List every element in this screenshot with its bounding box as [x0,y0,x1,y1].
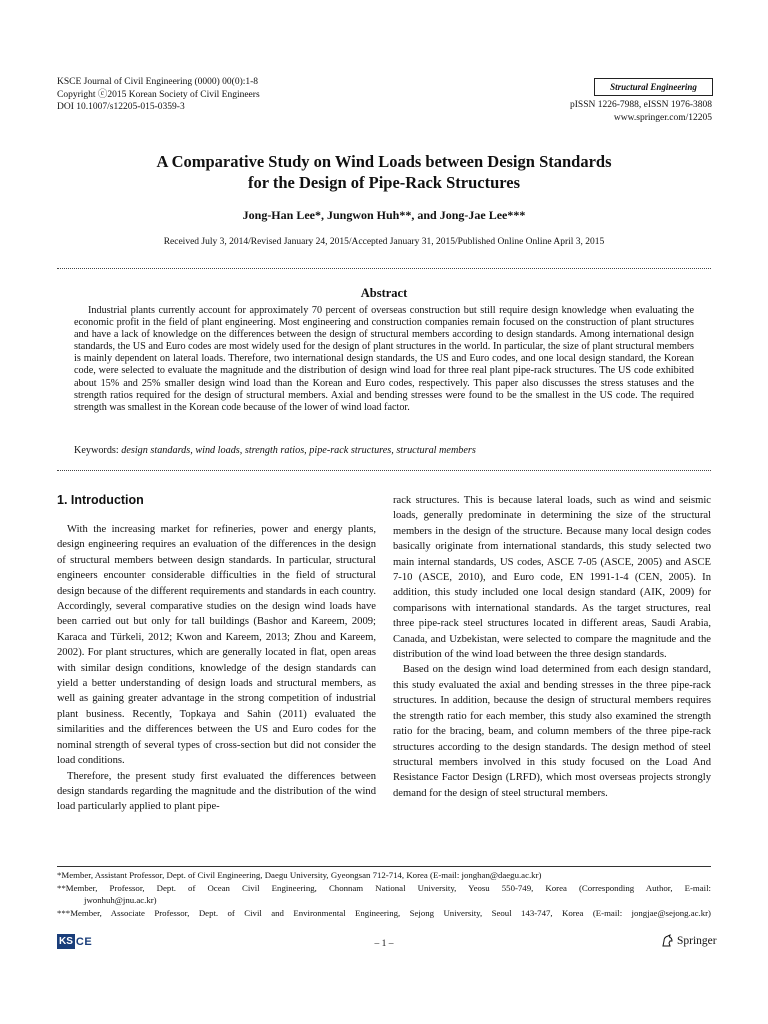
ksce-logo-k: KS [59,936,73,947]
issn-line: pISSN 1226-7988, eISSN 1976-3808 [570,100,712,110]
intro-paragraph-4: Based on the design wind load determined from each design standard, this study evaluated the axial and bending stresses in the three pipe-rack structures. In addition, because the design of structural members requires the strength ratio for each member, this study also examined the strength ratio for the bracing, beam, and column members of the three pipe-rack structures according to the design standards. The design method of steel structural members involved in this study focused on the Load And Resistance Factor Design (LRFD), which most overseas projects strongly demand for the design of steel structural members. [393,664,711,799]
divider-top [57,268,711,269]
left-column [57,522,376,815]
abstract-text: Industrial plants currently account for approximately 70 percent of overseas construction but still require design knowledge when evaluating the economic profit in the field of plant engineering. Most engineering and construction companies remain focused on the construction of plant structures and have a lack of knowledge on the differences between the design of structural members according to design standards. Among international design standards, the US and Euro codes are most widely used for the design of plant structures in the world. In particular, the size of plant structural members is mainly dependent on lateral loads. Therefore, two international design standards, the US and Euro codes, and one local design standard, the Korean code, were selected to evaluate the magnitude and the distribution of design wind load for three real plant pipe-rack structures. The US code exhibited about 15% and 25% smaller design wind load than the Korean and Euro codes, respectively. This paper also discusses the stress statuses and the strength ratios required for the design of structural members. Axial and bending stresses were found to be the smallest in the US code. The required strength was smallest in the Korean code because of the lower of wind load factor. [74,305,694,413]
ksce-logo-rest: CE [75,935,93,948]
issn-block [570,99,712,124]
abstract-heading: Abstract [360,286,408,300]
keywords-line [74,445,704,457]
springer-horse-icon [660,934,674,948]
springer-logo [660,934,717,948]
keywords-label: Keywords: [74,445,119,456]
section-label: Structural Engineering [594,78,713,96]
received-dates: Received July 3, 2014/Revised January 24, 2015/Accepted January 31, 2015/Published Online Online April 3, 2015 [163,237,605,247]
footnote-2-cont: jwonhuh@jnu.ac.kr) [84,895,157,905]
title-line-2: for the Design of Pipe-Rack Structures [247,173,521,192]
keywords-list: design standards, wind loads, strength ratios, pipe-rack structures, structural members [121,445,476,456]
section-heading-introduction: 1. Introduction [57,493,144,507]
journal-citation: KSCE Journal of Civil Engineering (0000) 00(0):1-8 [57,77,259,87]
doi-line[interactable]: DOI 10.1007/s12205-015-0359-3 [57,102,185,112]
journal-header [57,76,260,114]
springer-wordmark: Springer [677,935,717,947]
right-column [393,493,711,801]
intro-paragraph-1: With the increasing market for refineries, power and energy plants, design engineering requires an evaluation of the differences in the design of structural members between design standards. In particular, structural engineers encounter considerable difficulties in the field of structural design because of the different requirements and standards in each country. Accordingly, several comparative studies on the design wind loads have been carried out but only for tall buildings (Bashor and Kareem, 2009; Karaca and Türkeli, 2012; Kwon and Kareem, 2013; Zhou and Kareem, 2002). For plant structures, which are generally located in flat, open areas with similar design conditions, knowledge of the design standards can yield a better understanding of design loads and structural members, as well as gaining greater advantage in the strong competition of industrial plant business. Recently, Topkaya and Sahin (2011) evaluated the similarities and the differences between the US and Euro codes for the nominal strength of several types of cross-section but did not consider the load conditions. [57,524,376,767]
intro-paragraph-2: Therefore, the present study first evaluated the differences between design standards regarding the magnitude and the distribution of the wind load particularly applied to plant pipe- [57,770,376,813]
copyright-line: Copyright ⓒ2015 Korean Society of Civil Engineers [57,89,260,100]
divider-bottom [57,470,711,471]
footnote-rule [57,866,711,867]
paper-title [60,151,708,193]
journal-url[interactable]: www.springer.com/12205 [613,112,712,123]
title-line-1: A Comparative Study on Wind Loads between Design Standards [156,152,612,171]
footnote-1: *Member, Assistant Professor, Dept. of Civil Engineering, Daegu University, Gyeongsan 712-714, Korea (E-mail: jonghan@daegu.ac.kr) [57,870,542,880]
footnote-3: ***Member, Associate Professor, Dept. of Civil and Environmental Engineering, Sejong University, Seoul 143-747, Korea (E-mail: jongjae@sejong.ac.kr) [57,908,711,918]
intro-paragraph-3: rack structures. This is because lateral loads, such as wind and seismic loads, generally predominate in determining the size of the structural members in the design of the structure. Because many local design codes basically originate from international standards, this study selected two main internal standards, US codes, ASCE 7-05 (ASCE, 2005) and ASCE 7-10 (ASCE, 2010), and Euro code, EN 1991-1-4 (CEN, 2005). In addition, this study included one local design standard (AIK, 2009) for comparisons with international standards. As the target structures, real three pipe-rack steel structures located in different areas, Saudi Arabia, Canada, and Uzbekistan, were selected to compare the magnitude and the distribution of the wind load between the three design standards. [393,495,711,661]
page-number: – 1 – [374,939,394,949]
footnote-2: **Member, Professor, Dept. of Ocean Civil Engineering, Chonnam National University, Yeosu 550-749, Korea (Corresponding Author, E-mail: [57,883,711,893]
author-list: Jong-Han Lee*, Jungwon Huh**, and Jong-Jae Lee*** [242,208,526,222]
